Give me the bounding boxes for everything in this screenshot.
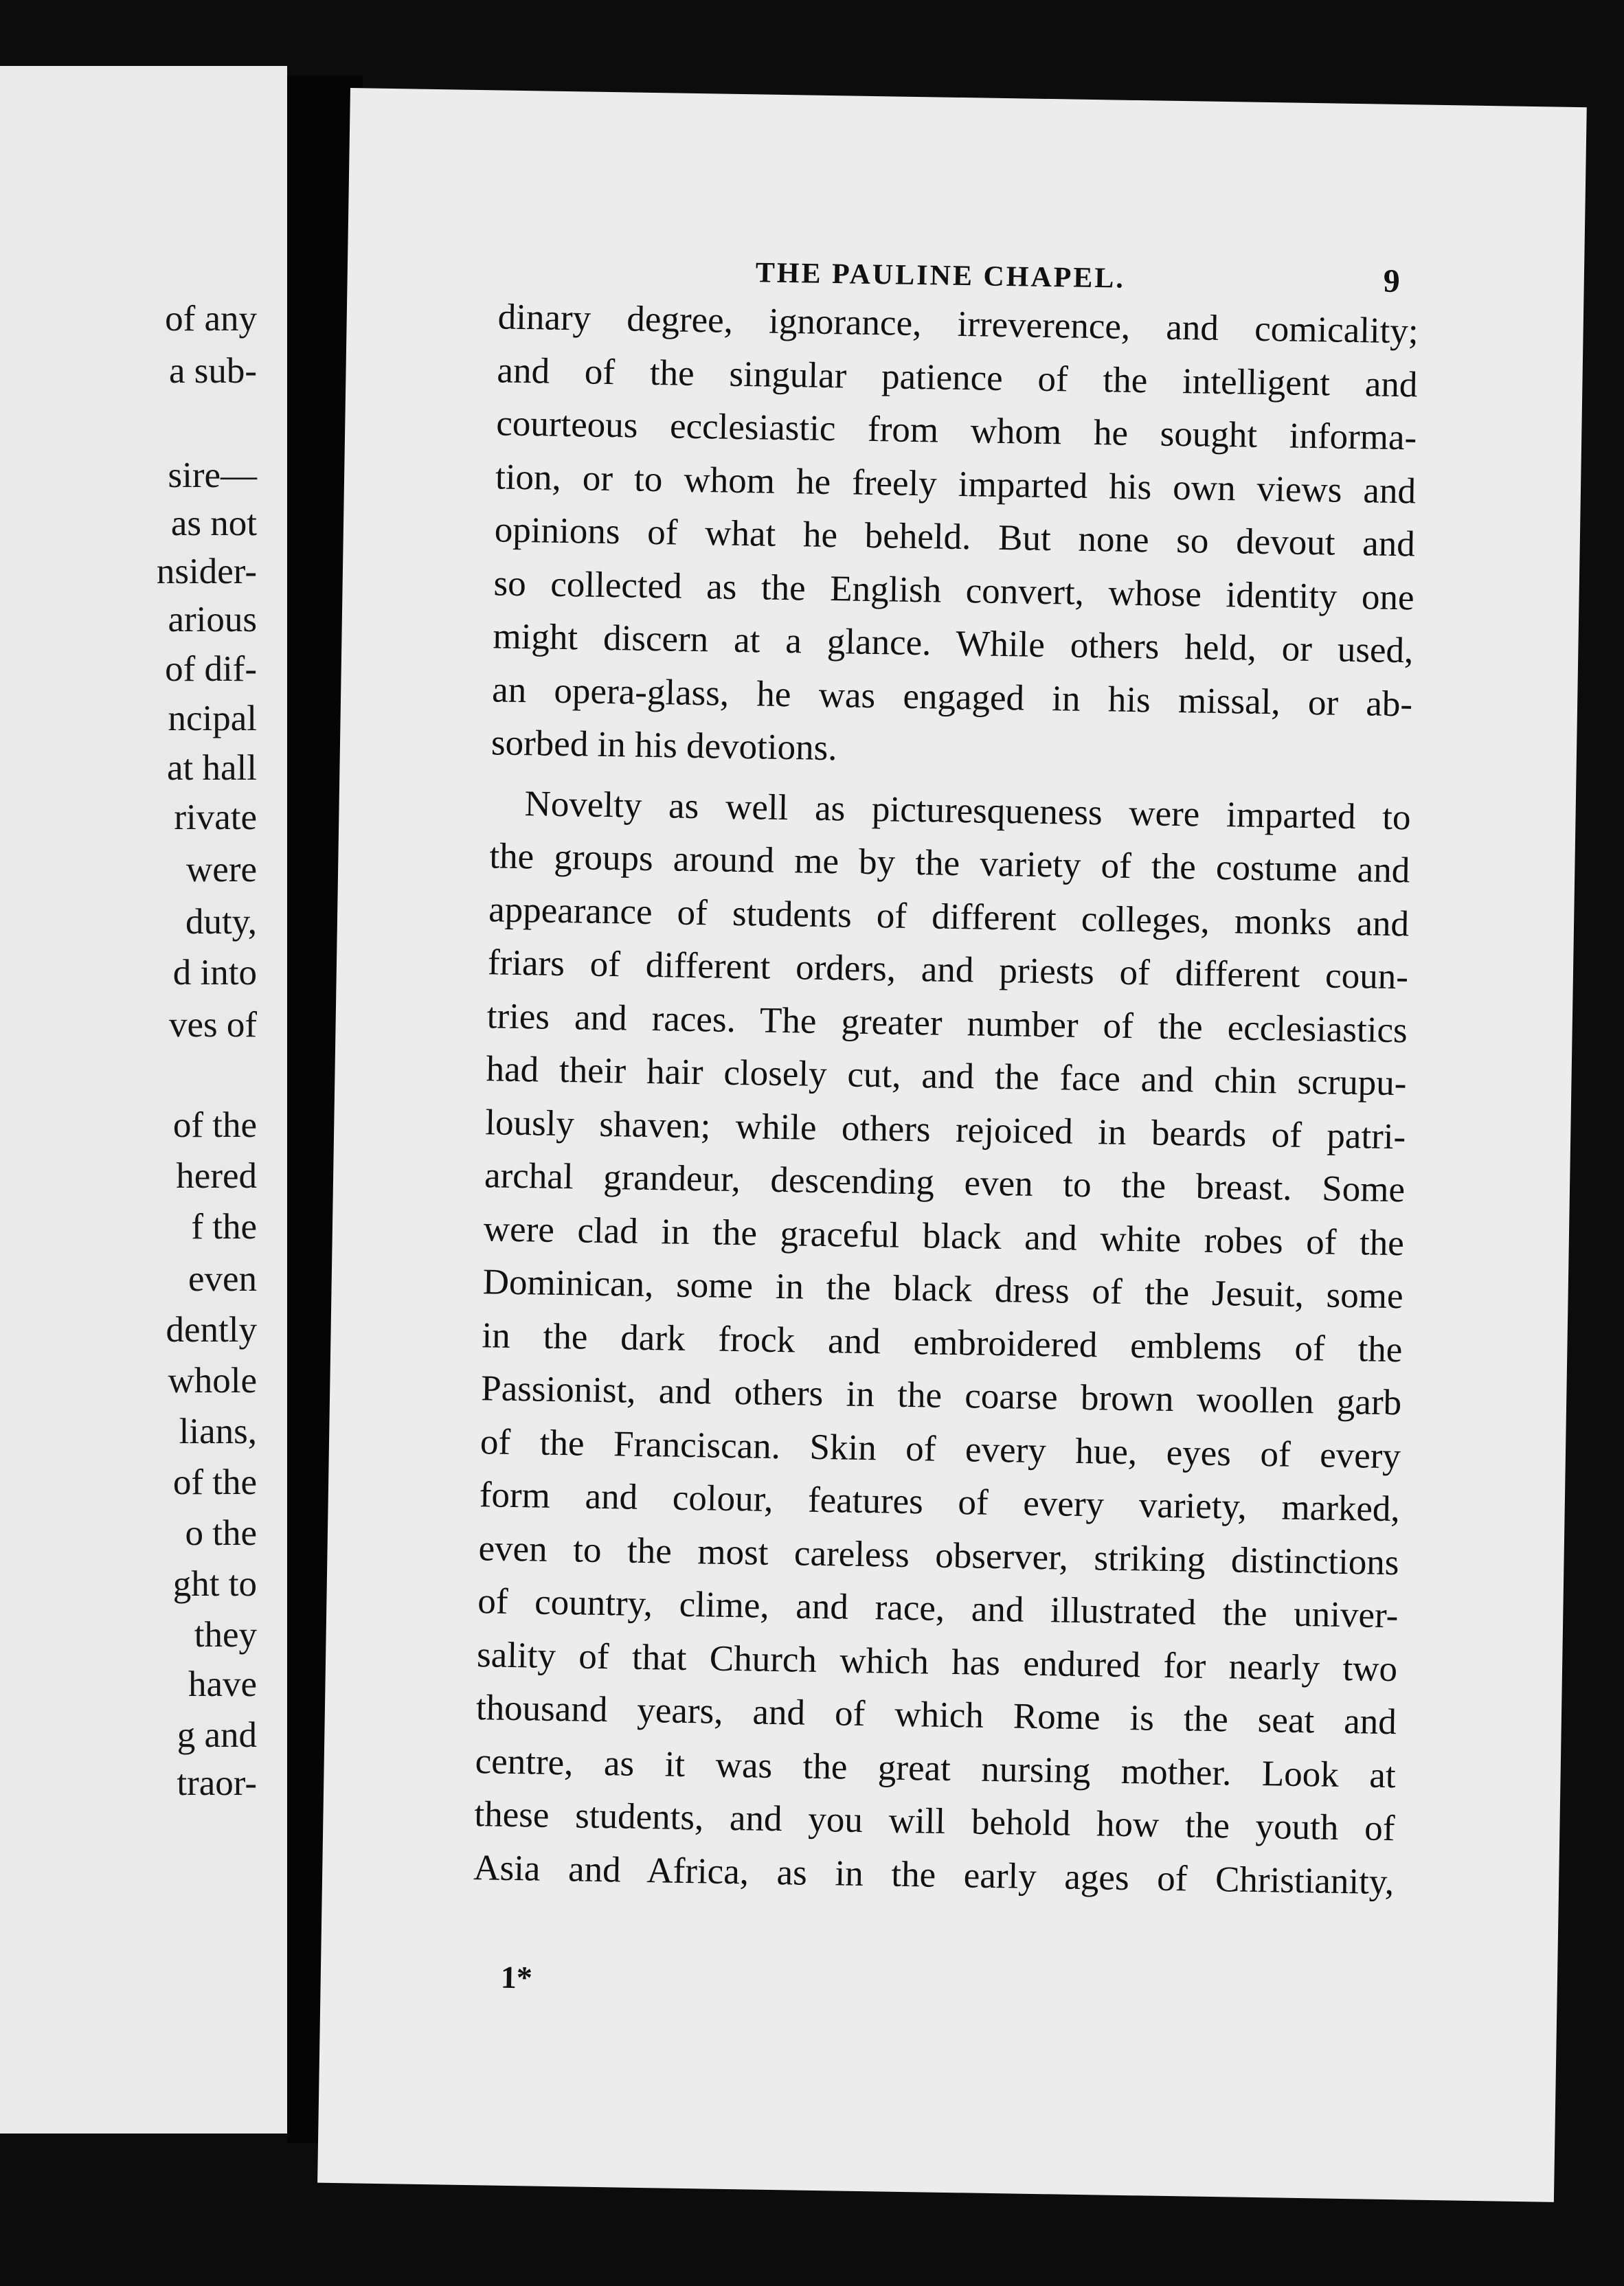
facing-page-line: d into	[172, 953, 257, 993]
text-line: opinions of what he beheld. But none so devout and	[494, 510, 1416, 565]
text-line: these students, and you will behold how the youth of	[474, 1794, 1395, 1849]
text-line: in the dark frock and embroidered emblems of the	[482, 1315, 1403, 1370]
facing-page-line: ves of	[168, 1005, 257, 1045]
facing-page-line: duty,	[185, 902, 257, 942]
text-line: tries and races. The greater number of the ecclesiastics	[486, 995, 1408, 1050]
text-line: archal grandeur, descending even to the breast. Some	[484, 1155, 1406, 1210]
facing-page-line: as not	[170, 503, 257, 543]
signature-mark: 1*	[500, 1959, 533, 1995]
facing-page-line: whole	[168, 1361, 257, 1401]
facing-page-line: rivate	[174, 797, 257, 837]
text-line: sality of that Church which has endured for nearly two	[476, 1634, 1398, 1689]
text-line: were clad in the graceful black and white robes of the	[483, 1208, 1405, 1263]
facing-page-line: dently	[166, 1310, 257, 1350]
facing-page-line: hered	[176, 1156, 257, 1196]
text-line: courteous ecclesiastic from whom he sought informa-	[495, 403, 1417, 458]
text-line: of the Franciscan. Skin of every hue, eyes of every	[480, 1421, 1401, 1476]
text-line: Asia and Africa, as in the early ages of Christianity,	[473, 1847, 1395, 1902]
facing-page-line: were	[186, 850, 257, 890]
text-line: dinary degree, ignorance, irreverence, and comicality;	[497, 297, 1419, 352]
text-line: form and colour, features of every variety, marked,	[479, 1475, 1401, 1530]
book-page	[317, 88, 1587, 2202]
text-line: might discern at a glance. While others held, or used,	[493, 616, 1414, 671]
facing-page-line: nsider-	[156, 552, 257, 591]
text-line: Novelty as well as picturesqueness were imparted to	[524, 783, 1411, 837]
facing-page-line: of any	[165, 299, 257, 339]
text-line: of country, clime, and race, and illustrated the univer-	[477, 1581, 1399, 1636]
text-line: friars of different orders, and priests of different coun-	[487, 942, 1409, 997]
text-line: Dominican, some in the black dress of the Jesuit, some	[482, 1262, 1404, 1317]
facing-page-line: of the	[172, 1105, 257, 1145]
text-line: had their hair closely cut, and the face and chin scrupu-	[486, 1049, 1407, 1104]
facing-page-line: lians,	[179, 1412, 257, 1451]
facing-page-line: even	[188, 1259, 257, 1299]
facing-page-line: ncipal	[168, 699, 257, 738]
text-line: the groups around me by the variety of the costume and	[489, 836, 1410, 891]
text-line: and of the singular patience of the intelligent and	[497, 350, 1418, 405]
facing-page-line: have	[188, 1664, 257, 1704]
facing-page-line: a sub-	[168, 351, 257, 391]
text-line: sorbed in his devotions.	[490, 723, 837, 769]
text-line: tion, or to whom he freely imparted his own views and	[495, 456, 1417, 511]
facing-page-line: g and	[177, 1715, 257, 1755]
facing-page-line: sire—	[168, 455, 257, 495]
facing-page-line: ght to	[172, 1564, 257, 1604]
facing-page-line: f the	[191, 1207, 257, 1247]
text-line: lously shaven; while others rejoiced in beards of patri-	[484, 1102, 1406, 1157]
facing-page-line: arious	[168, 600, 257, 640]
facing-page	[0, 66, 287, 2134]
text-line: an opera-glass, he was engaged in his missal, or ab-	[491, 669, 1413, 724]
facing-page-line: of the	[172, 1462, 257, 1502]
text-line: so collected as the English convert, whose identity one	[493, 563, 1414, 618]
page-number: 9	[1383, 262, 1401, 300]
text-line: even to the most careless observer, striking distinctions	[478, 1528, 1399, 1583]
facing-page-line: at hall	[167, 748, 257, 788]
facing-page-line: of dif-	[165, 649, 257, 689]
facing-page-line: traor-	[177, 1763, 257, 1803]
running-head: THE PAULINE CHAPEL.	[755, 257, 1126, 295]
text-line: appearance of students of different colleges, monks and	[488, 889, 1410, 944]
text-line: centre, as it was the great nursing mother. Look at	[475, 1741, 1397, 1796]
facing-page-line: they	[194, 1615, 257, 1655]
text-line: thousand years, and of which Rome is the seat and	[475, 1688, 1397, 1743]
text-line: Passionist, and others in the coarse brown woollen garb	[480, 1368, 1402, 1423]
facing-page-line: o the	[185, 1513, 257, 1553]
